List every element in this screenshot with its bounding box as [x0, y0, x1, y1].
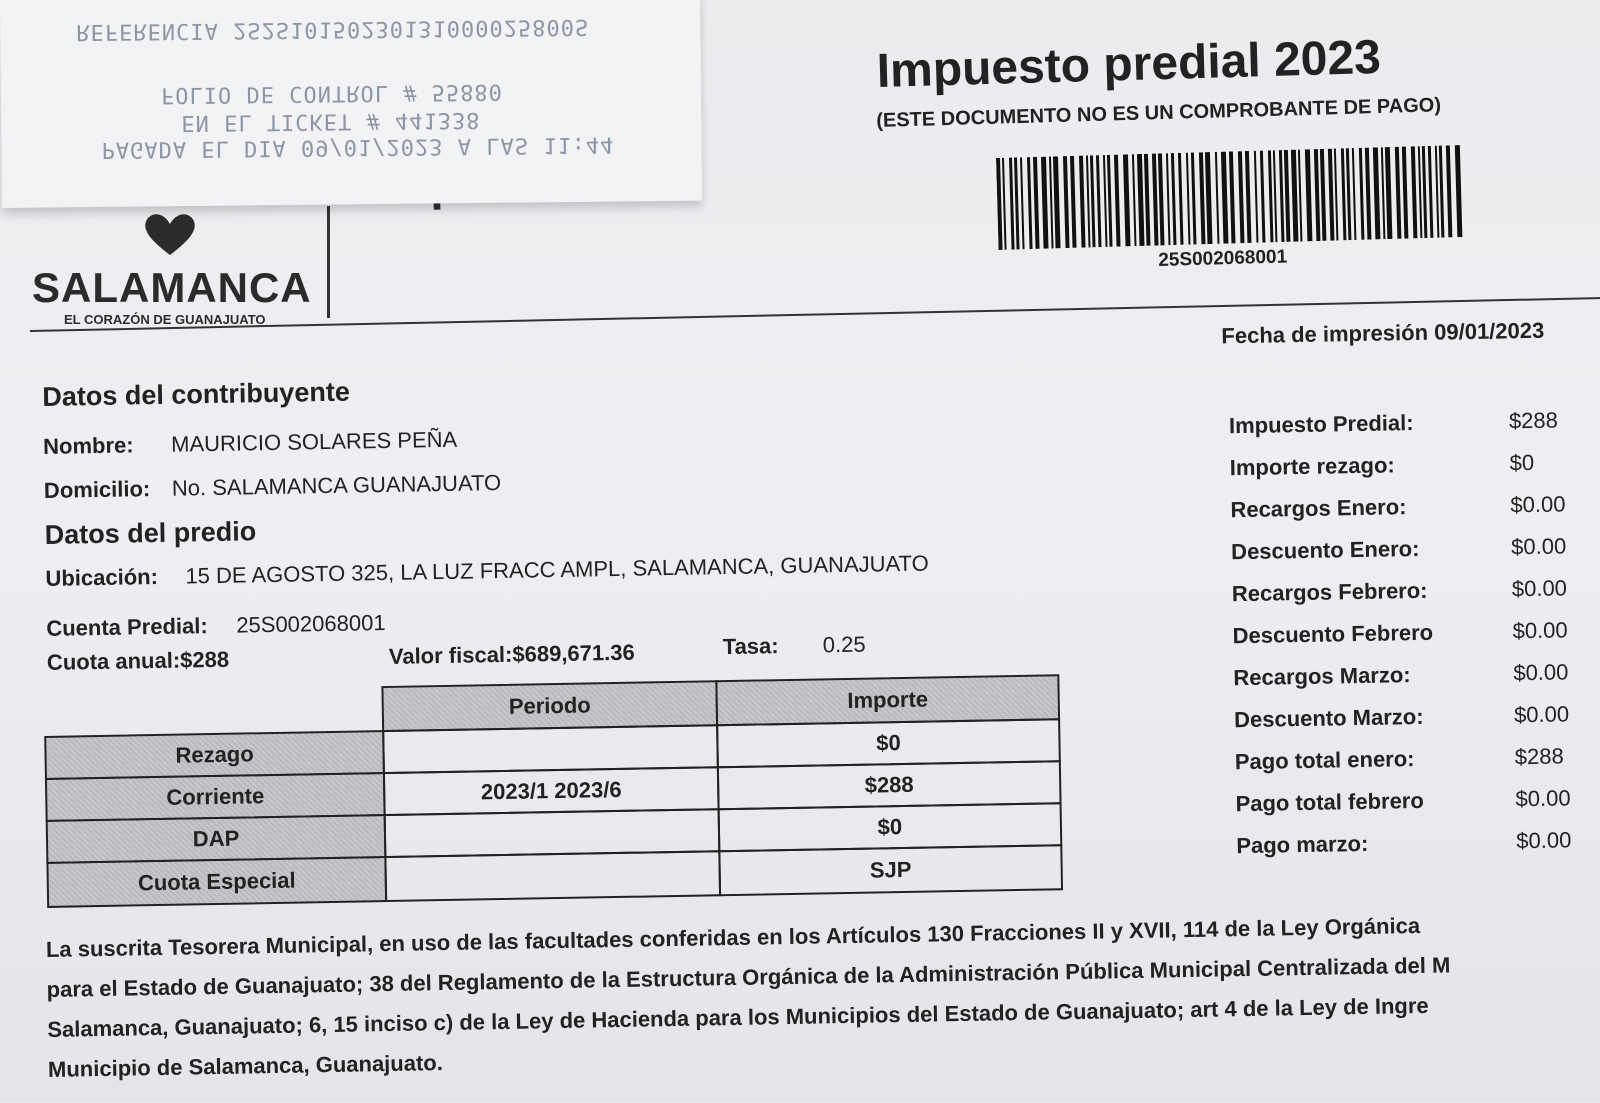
valor-fiscal [389, 640, 635, 670]
nombre-label: Nombre: [42, 432, 134, 459]
row-rezago-concepto: Rezago [44, 730, 385, 780]
resumen-label: Recargos Enero: [1230, 494, 1407, 523]
resumen-value: $0.00 [1511, 575, 1568, 602]
resumen-value: $0.00 [1512, 617, 1568, 644]
resumen-value: $0.00 [1513, 701, 1570, 728]
legal-line: La suscrita Tesorera Municipal, en uso de las facultades conferidas en los Artículos 130 Fracciones II y XVII, 114 de la Ley Orgánica [45, 912, 1421, 962]
resumen-label: Pago marzo: [1236, 830, 1369, 859]
resumen-label: Recargos Marzo: [1233, 662, 1411, 691]
cuenta-predial-value: 25S002068001 [236, 610, 386, 638]
barcode-number: 25S002068001 [1158, 246, 1288, 271]
tasa-label: Tasa: [722, 633, 779, 660]
print-date [1221, 318, 1544, 350]
resumen-value: $288 [1514, 743, 1564, 770]
print-date-value: 09/01/2023 [1433, 317, 1545, 345]
resumen-value: $288 [1508, 407, 1559, 434]
resumen-value: $0.00 [1510, 533, 1567, 560]
valor-fiscal-label: Valor fiscal: [388, 641, 513, 669]
domicilio-value: No. SALAMANCA GUANAJUATO [171, 469, 502, 501]
resumen-value: $0.00 [1513, 659, 1569, 686]
legal-text [46, 902, 1600, 1090]
resumen-label: Descuento Febrero [1232, 619, 1434, 649]
receipt-folio: FOLIO DE CONTROL # 55880 [160, 78, 504, 108]
row-rezago-importe: $0 [716, 718, 1061, 768]
tasa-value: 0.25 [822, 631, 866, 658]
legal-line: para el Estado de Guanajuato; 38 del Reglamento de la Estructura Orgánica de la Administración Pública Municipal Centralizada del M [46, 952, 1451, 1002]
brand-name: SALAMANCA [32, 264, 312, 311]
valor-fiscal-value: $689,671.36 [512, 639, 635, 667]
resumen-value: $0.00 [1510, 491, 1566, 518]
cuota-anual-label: Cuota anual: [46, 647, 181, 675]
row-dap-importe: $0 [718, 802, 1063, 852]
legal-line: Municipio de Salamanca, Guanajuato. [47, 1050, 444, 1082]
row-corriente-concepto: Corriente [45, 772, 386, 822]
domicilio-label: Domicilio: [43, 476, 151, 503]
row-cuota-especial-periodo [384, 850, 721, 902]
resumen-label: Descuento Enero: [1230, 535, 1420, 565]
print-date-label: Fecha de impresión [1221, 319, 1429, 349]
receipt-ticket: EN EL TICKET # 441338 [181, 106, 481, 136]
predio-heading: Datos del predio [44, 516, 257, 550]
receipt-reference: REFERENCIA 2S2S10150230131000025800S [76, 13, 590, 45]
importes-table [43, 674, 1063, 908]
legal-line: Salamanca, Guanajuato; 6, 15 inciso c) de la Ley de Hacienda para los Municipios del Estado de Guanajuato; art 4 de la Ley de Ingre [47, 992, 1429, 1042]
document-disclaimer: (ESTE DOCUMENTO NO ES UN COMPROBANTE DE PAGO) [876, 94, 1442, 132]
nombre-value: MAURICIO SOLARES PEÑA [170, 426, 458, 457]
resumen-value: $0 [1509, 449, 1535, 476]
cuota-anual [47, 647, 230, 676]
resumen-label: Descuento Marzo: [1233, 703, 1424, 733]
cuota-anual-value: $288 [179, 646, 230, 673]
cuenta-predial-label: Cuenta Predial: [46, 613, 208, 641]
table-header-periodo: Periodo [381, 680, 718, 732]
ubicacion-label: Ubicación: [45, 563, 159, 591]
contribuyente-heading: Datos del contribuyente [42, 376, 351, 412]
table-header-importe: Importe [715, 674, 1060, 726]
resumen-label: Recargos Febrero: [1231, 577, 1428, 607]
row-cuota-especial-importe: SJP [718, 844, 1063, 896]
resumen-label: Pago total febrero [1235, 787, 1425, 817]
row-corriente-periodo: 2023/1 2023/6 [383, 766, 720, 816]
row-cuota-especial-concepto: Cuota Especial [46, 856, 387, 908]
document-title: Impuesto predial 2023 [876, 30, 1382, 98]
resumen-label: Pago total enero: [1234, 746, 1415, 775]
receipt-paid-date: PAGADA EL DIA 09/01/2023 A LAS 11:44 [101, 131, 615, 162]
ubicacion-value: 15 DE AGOSTO 325, LA LUZ FRACC AMPL, SALAMANCA, GUANAJUATO [185, 550, 929, 589]
payment-receipt-slip [0, 0, 702, 208]
resumen-label: Impuesto Predial: [1228, 410, 1414, 439]
row-dap-concepto: DAP [46, 814, 387, 864]
resumen-value: $0.00 [1516, 827, 1572, 854]
brand-tagline: EL CORAZÓN DE GUANAJUATO [64, 312, 266, 327]
resumen-value: $0.00 [1515, 785, 1571, 812]
resumen-label: Importe rezago: [1229, 452, 1395, 481]
row-corriente-importe: $288 [717, 760, 1062, 810]
